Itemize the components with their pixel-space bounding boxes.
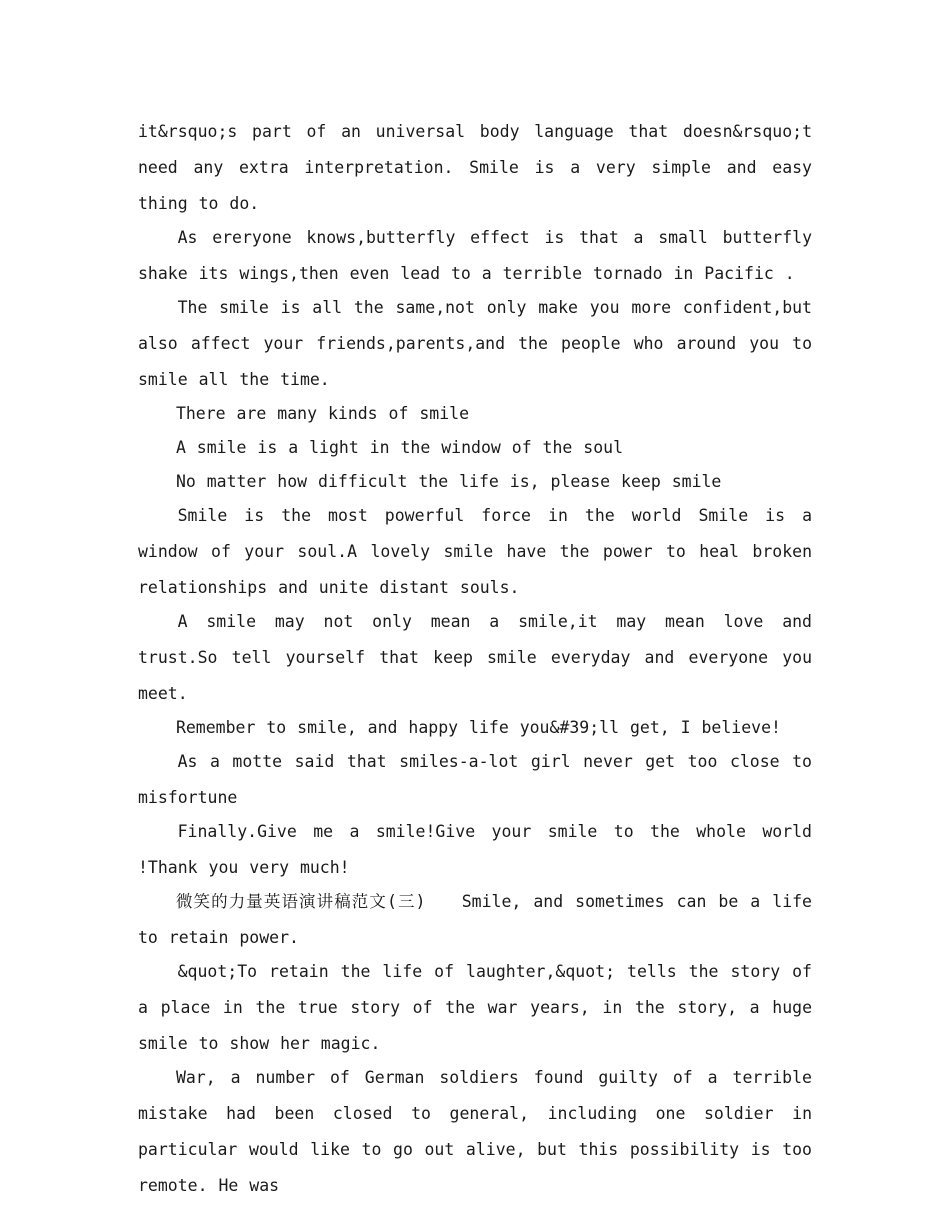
paragraph: A smile may not only mean a smile,it may mean love and trust.So tell yourself that keep smile everyday and everyone you meet. — [138, 612, 812, 703]
paragraph: &quot;To retain the life of laughter,&quot; tells the story of a place in the true story of the war years, in the story, a huge smile to show her magic. — [138, 962, 812, 1053]
paragraph: Finally.Give me a smile!Give your smile to the whole world !Thank you very much! — [138, 822, 812, 877]
paragraph: The smile is all the same,not only make you more confident,but also affect your friends,parents,and the people who around you to smile all the time. — [138, 298, 812, 389]
paragraph: Remember to smile, and happy life you&#39;ll get, I believe! — [175, 718, 781, 737]
document-body — [138, 114, 812, 1202]
paragraph: it&rsquo;s part of an universal body language that doesn&rsquo;t need any extra interpretation. Smile is a very simple and easy thing to do. — [138, 122, 812, 213]
paragraph: A smile is a light in the window of the soul — [175, 438, 624, 457]
paragraph: As a motte said that smiles-a-lot girl never get too close to misfortune — [138, 752, 812, 807]
paragraph: As ereryone knows,butterfly effect is that a small butterfly shake its wings,then even lead to a terrible tornado in Pacific . — [138, 228, 812, 283]
paragraph: War, a number of German soldiers found guilty of a terrible mistake had been closed to general, including one soldier in particular would like to go out alive, but this possibility is too remote. He was — [138, 1068, 812, 1195]
paragraph: No matter how difficult the life is, please keep smile — [175, 472, 722, 491]
paragraph: Smile is the most powerful force in the world Smile is a window of your soul.A lovely smile have the power to heal broken relationships and unite distant souls. — [138, 506, 812, 597]
paragraph: There are many kinds of smile — [175, 404, 470, 423]
paragraph: 微笑的力量英语演讲稿范文(三) Smile, and sometimes can be a life to retain power. — [138, 892, 812, 947]
